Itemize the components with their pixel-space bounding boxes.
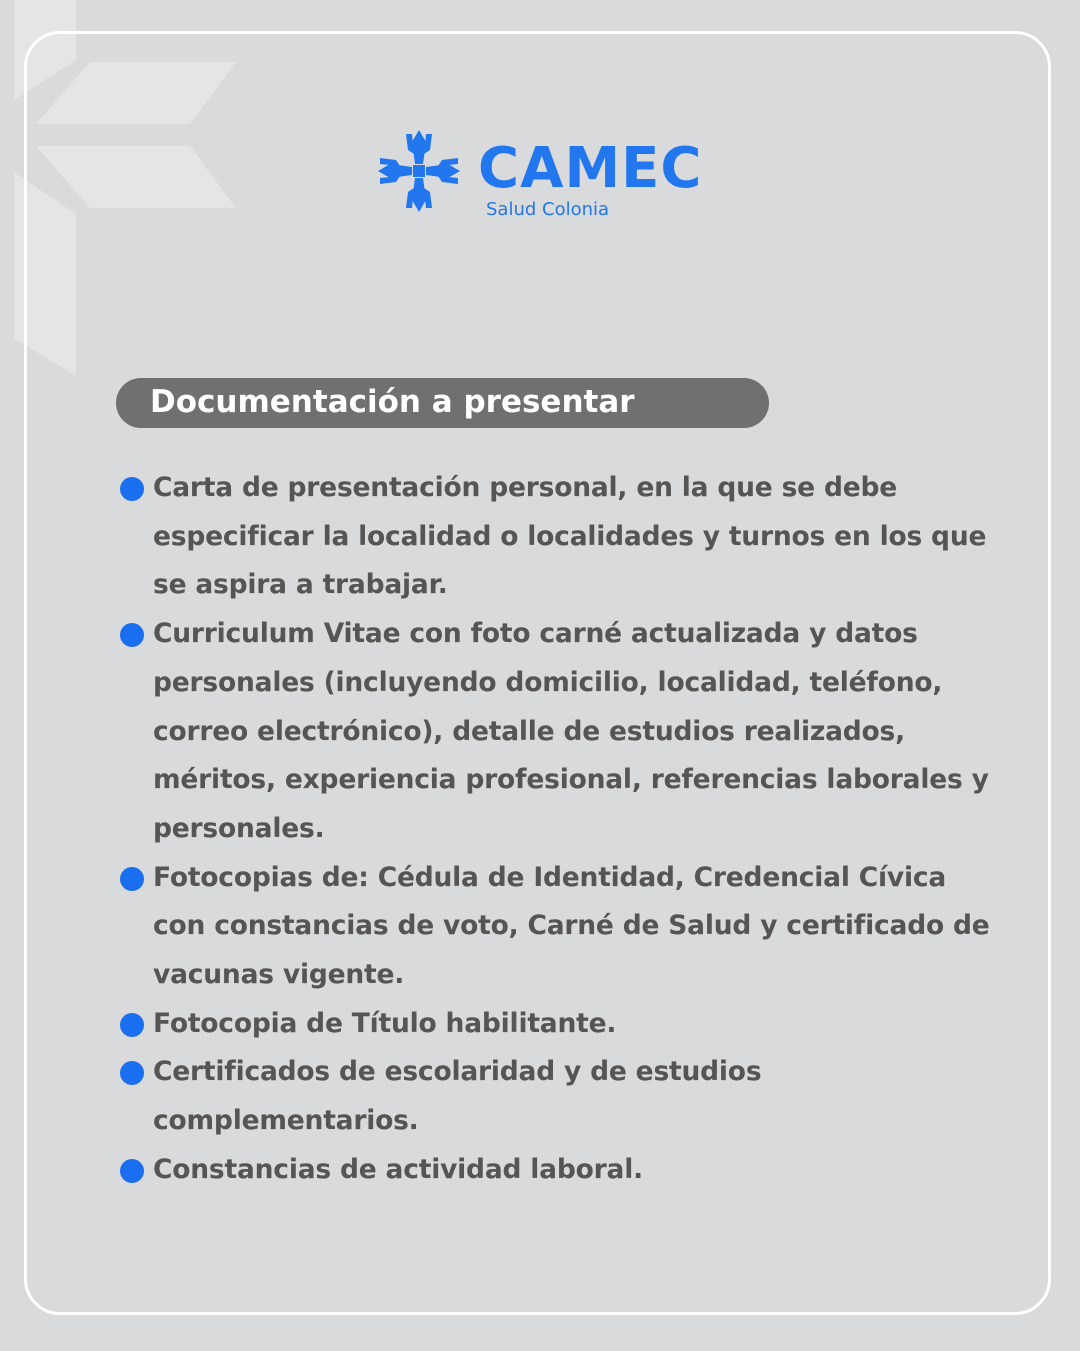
list-item bbox=[118, 1000, 998, 1049]
bullet-dot-icon bbox=[120, 1061, 144, 1085]
bullet-dot-icon bbox=[120, 1159, 144, 1183]
brand-subtitle: Salud Colonia bbox=[486, 199, 610, 220]
bullet-dot-icon bbox=[120, 867, 144, 891]
camec-logo bbox=[376, 128, 716, 228]
list-item bbox=[118, 464, 998, 610]
list-item bbox=[118, 610, 998, 854]
brand-name: CAMEC bbox=[478, 136, 703, 201]
list-item-text: Curriculum Vitae con foto carné actualizada y datos personales (incluyendo domicilio, localidad, teléfono, correo electrónico), detalle de estudios realizados, méritos, experiencia profesional, referencias laborales y personales. bbox=[153, 618, 989, 844]
section-title: Documentación a presentar bbox=[116, 378, 769, 428]
list-item bbox=[118, 1146, 998, 1195]
list-item-text: Constancias de actividad laboral. bbox=[153, 1153, 643, 1185]
bullet-dot-icon bbox=[120, 477, 144, 501]
list-item-text: Certificados de escolaridad y de estudios complementarios. bbox=[153, 1056, 762, 1137]
bullet-dot-icon bbox=[120, 623, 144, 647]
bullet-dot-icon bbox=[120, 1013, 144, 1037]
list-item-text: Carta de presentación personal, en la que se debe especificar la localidad o localidades y turnos en los que se aspira a trabajar. bbox=[153, 472, 987, 601]
snowflake-cross-icon bbox=[376, 128, 462, 214]
list-item bbox=[118, 854, 998, 1000]
required-documents-list bbox=[118, 464, 998, 1195]
list-item-text: Fotocopias de: Cédula de Identidad, Credencial Cívica con constancias de voto, Carné de Salud y certificado de vacunas vigente. bbox=[153, 861, 990, 991]
list-item bbox=[118, 1048, 998, 1145]
list-item-text: Fotocopia de Título habilitante. bbox=[153, 1007, 617, 1039]
